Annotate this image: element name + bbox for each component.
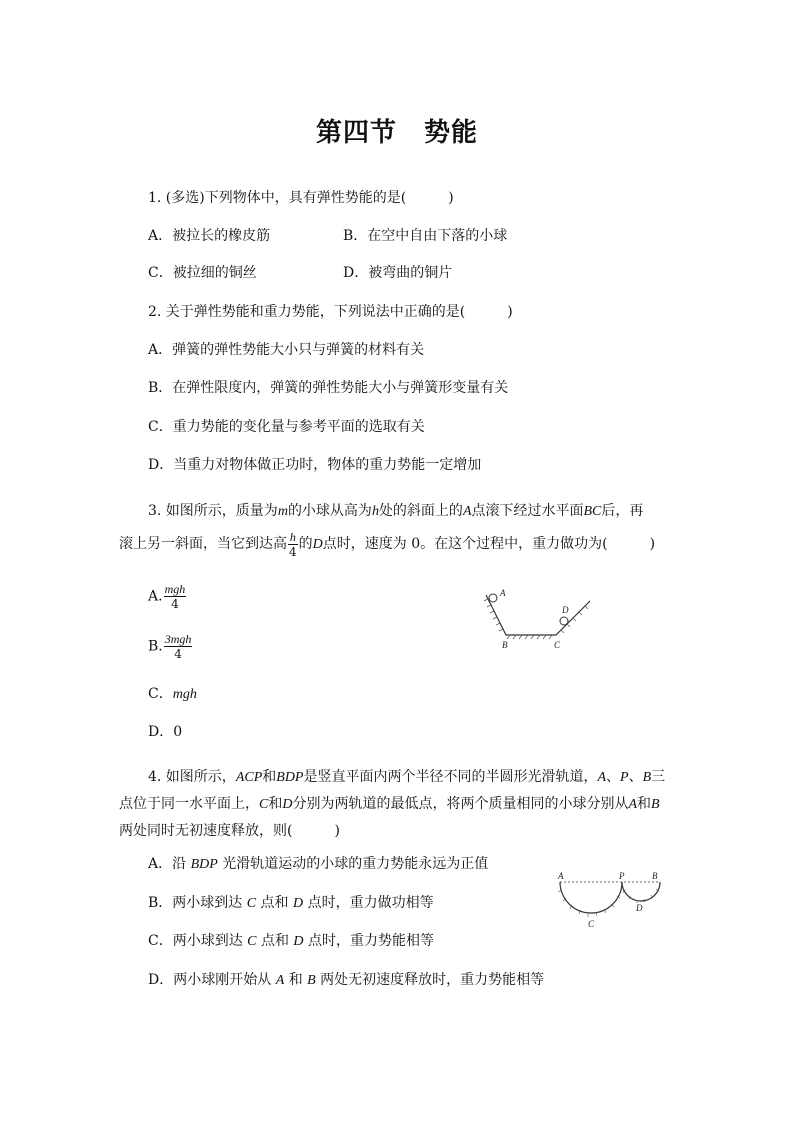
q4-option-d: D．两小球刚开始从 A 和 B 两处无初速度释放时，重力势能相等	[148, 972, 545, 988]
q1-stem: 1. (多选)下列物体中，具有弹性势能的是( )	[148, 190, 454, 206]
q3-option-b: B. $\frac{\text{3mgh}}{4}$	[148, 632, 192, 661]
page-title: 第四节 势能	[315, 118, 478, 148]
q3-fraction: $\frac{h}{4}$	[289, 529, 297, 559]
q4-option-b: B．两小球到达 C 点和 D 点时，重力做功相等	[148, 895, 434, 911]
q3-option-a: A. $\frac{\text{mgh}}{4}$	[148, 582, 186, 611]
q4-stem: 4. 如图所示，ACP和BDP是竖直平面内两个半径不同的半圆形光滑轨道，A、P、B三 点位于同一水平面上，C和D分别为两轨道的最低点，将两个质量相同的小球分别从A和B 两处同时无初速度释放，则( )	[119, 769, 666, 839]
q4-label-p: P	[619, 871, 625, 881]
q4-label-c: C	[588, 919, 595, 929]
q4-option-a: A．沿 BDP 光滑轨道运动的小球的重力势能永远为正值	[148, 856, 489, 872]
q4-figure	[552, 868, 668, 932]
q4-label-d: D	[636, 903, 643, 913]
q3-option-d: D．0	[148, 724, 183, 740]
q3-track	[486, 595, 590, 635]
q1-option-a: A．被拉长的橡皮筋	[148, 228, 271, 244]
q4-option-c: C．两小球到达 C 点和 D 点时，重力势能相等	[148, 933, 434, 949]
q3-ball-d	[560, 617, 568, 625]
q3-label-d: D	[562, 605, 569, 615]
q2-stem: 2. 关于弹性势能和重力势能，下列说法中正确的是( )	[148, 304, 513, 320]
q3-label-c: C	[554, 640, 561, 650]
q2-option-a: A．弹簧的弹性势能大小只与弹簧的材料有关	[148, 342, 425, 358]
q4-label-a: A	[558, 871, 564, 881]
q1-option-b: B．在空中自由下落的小球	[343, 228, 508, 244]
q4-track-acp	[560, 882, 622, 913]
q3-label-b: B	[502, 640, 508, 650]
q3-label-a: A	[500, 588, 506, 598]
q3-option-c: C．mgh	[148, 686, 197, 702]
q1-option-d: D．被弯曲的铜片	[343, 265, 453, 281]
q1-option-c: C．被拉细的铜丝	[148, 265, 257, 281]
q4-track-bdp	[622, 882, 660, 901]
q2-option-c: C．重力势能的变化量与参考平面的选取有关	[148, 419, 425, 435]
q2-option-b: B．在弹性限度内，弹簧的弹性势能大小与弹簧形变量有关	[148, 380, 509, 396]
q3-figure	[476, 585, 596, 655]
q3-stem: 3. 如图所示，质量为m的小球从高为h处的斜面上的A点滚下经过水平面BC后，再 滚上另一斜面，当它到达高 $\frac{h}{4}$ 的D点时，速度为 0。在这个过程中，重力做功为( )	[119, 503, 656, 559]
q3-ball-a	[489, 594, 497, 602]
q2-option-d: D．当重力对物体做正功时，物体的重力势能一定增加	[148, 457, 482, 473]
q4-label-b: B	[652, 871, 658, 881]
